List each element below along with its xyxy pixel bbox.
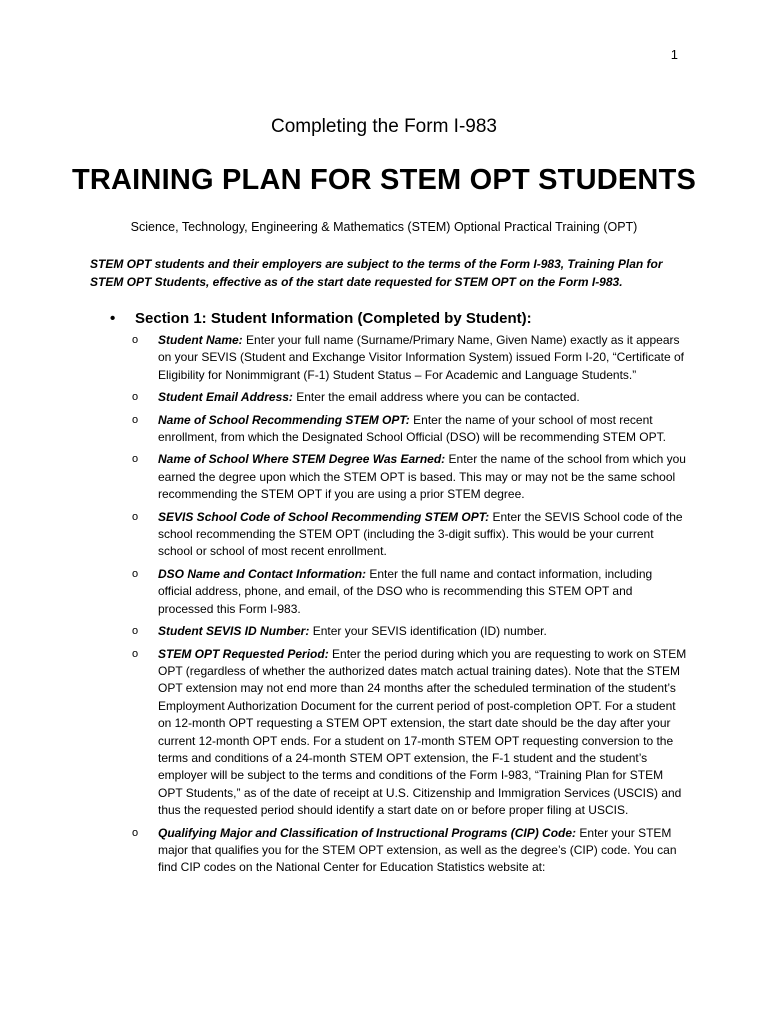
item-text: Enter the name of your school of most recent enrollment, from which the Designated School Official (DSO) will be recommending STEM OPT. <box>158 412 666 445</box>
section-1-heading-text: Section 1: Student Information (Completed by Student): <box>135 310 532 327</box>
list-item <box>132 332 688 384</box>
item-text: Enter your STEM major that qualifies you for the STEM OPT extension, as well as the degree’s (CIP) code. You can find CIP codes on the National Center for Education Statistics website at: <box>158 825 677 875</box>
list-item <box>132 825 688 877</box>
item-text: Enter the name of the school from which you earned the degree upon which the STEM OPT is based. This may or may not be the same school recommending the STEM OPT if you are using a prior STEM degree. <box>158 452 686 502</box>
item-text: Enter the period during which you are requesting to work on STEM OPT (regardless of whether the authorized dates match actual training dates). Note that the STEM OPT extension may not end more than 24 months after the scheduled termination of the student’s Employment Authorization Document for the current period of post-completion OPT. For a student on 12-month OPT requesting a STEM OPT extension, the start date should be the day after your current 12-month OPT ends. For a student on 17-month STEM OPT requesting conversion to the terms and conditions of a 24-month STEM OPT extension, the F-1 student and the student’s employer will be subject to the terms and conditions of the Form I-983, “Training Plan for STEM OPT Students,” as of the date of receipt at U.S. Citizenship and Immigration Services (USCIS) and thus the requested period should identify a start date on or before proper filing at USCIS. <box>158 646 687 818</box>
document-subtitle: Completing the Form I-983 <box>271 116 497 137</box>
item-label: Qualifying Major and Classification of Instructional Programs (CIP) Code: <box>158 825 577 840</box>
item-text: Enter the full name and contact information, including official address, phone, and email, of the DSO who is recommending this STEM OPT and processed this Form I-983. <box>158 566 653 616</box>
sub-bullet-marker: o <box>132 334 139 346</box>
item-label: DSO Name and Contact Information: <box>158 566 367 581</box>
item-label: Name of School Recommending STEM OPT: <box>158 412 410 427</box>
item-label: SEVIS School Code of School Recommending STEM OPT: <box>158 509 490 524</box>
list-item <box>132 566 688 618</box>
item-label: Student Email Address: <box>158 390 293 405</box>
list-item <box>132 509 688 561</box>
sub-bullet-marker: o <box>132 510 139 523</box>
sub-bullet-marker: o <box>132 826 139 839</box>
section-1-heading <box>110 310 532 327</box>
page-number: 1 <box>670 47 678 62</box>
list-item <box>132 389 688 406</box>
sub-bullet-marker: o <box>132 413 139 426</box>
item-label: Student SEVIS ID Number: <box>158 624 310 639</box>
item-label: Student Name: <box>158 333 243 347</box>
bullet-marker: • <box>110 310 116 327</box>
sub-bullet-marker: o <box>132 391 139 404</box>
item-text: Enter your SEVIS identification (ID) number. <box>309 624 547 639</box>
intro-paragraph: STEM OPT students and their employers are subject to the terms of the Form I-983, Training Plan for STEM OPT Students, effective as of the start date requested for STEM OPT on the Form I-983. <box>90 257 663 289</box>
document-title: TRAINING PLAN FOR STEM OPT STUDENTS <box>71 164 697 196</box>
sub-bullet-marker: o <box>132 453 139 466</box>
sub-bullet-marker: o <box>132 567 139 580</box>
item-label: Name of School Where STEM Degree Was Earned: <box>158 452 446 467</box>
item-text: Enter your full name (Surname/Primary Name, Given Name) exactly as it appears on your SEVIS (Student and Exchange Visitor Information System) issued Form I-20, “Certificate of Eligibility for Nonimmigrant (F-1) Student Status – For Academic and Language Students.” <box>158 333 685 382</box>
acronym-definition: Science, Technology, Engineering & Mathematics (STEM) Optional Practical Training (OPT) <box>130 220 638 234</box>
list-item <box>132 623 688 640</box>
item-label: STEM OPT Requested Period: <box>158 646 329 661</box>
item-text: Enter the SEVIS School code of the school recommending the STEM OPT (including the 3-digit suffix). This would be your current school or school of most recent enrollment. <box>158 509 683 559</box>
sub-bullet-marker: o <box>132 647 139 660</box>
section-1-items <box>132 332 688 882</box>
item-text: Enter the email address where you can be contacted. <box>292 390 580 405</box>
list-item <box>132 412 688 447</box>
sub-bullet-marker: o <box>132 625 139 638</box>
list-item <box>132 646 688 820</box>
list-item <box>132 451 688 503</box>
